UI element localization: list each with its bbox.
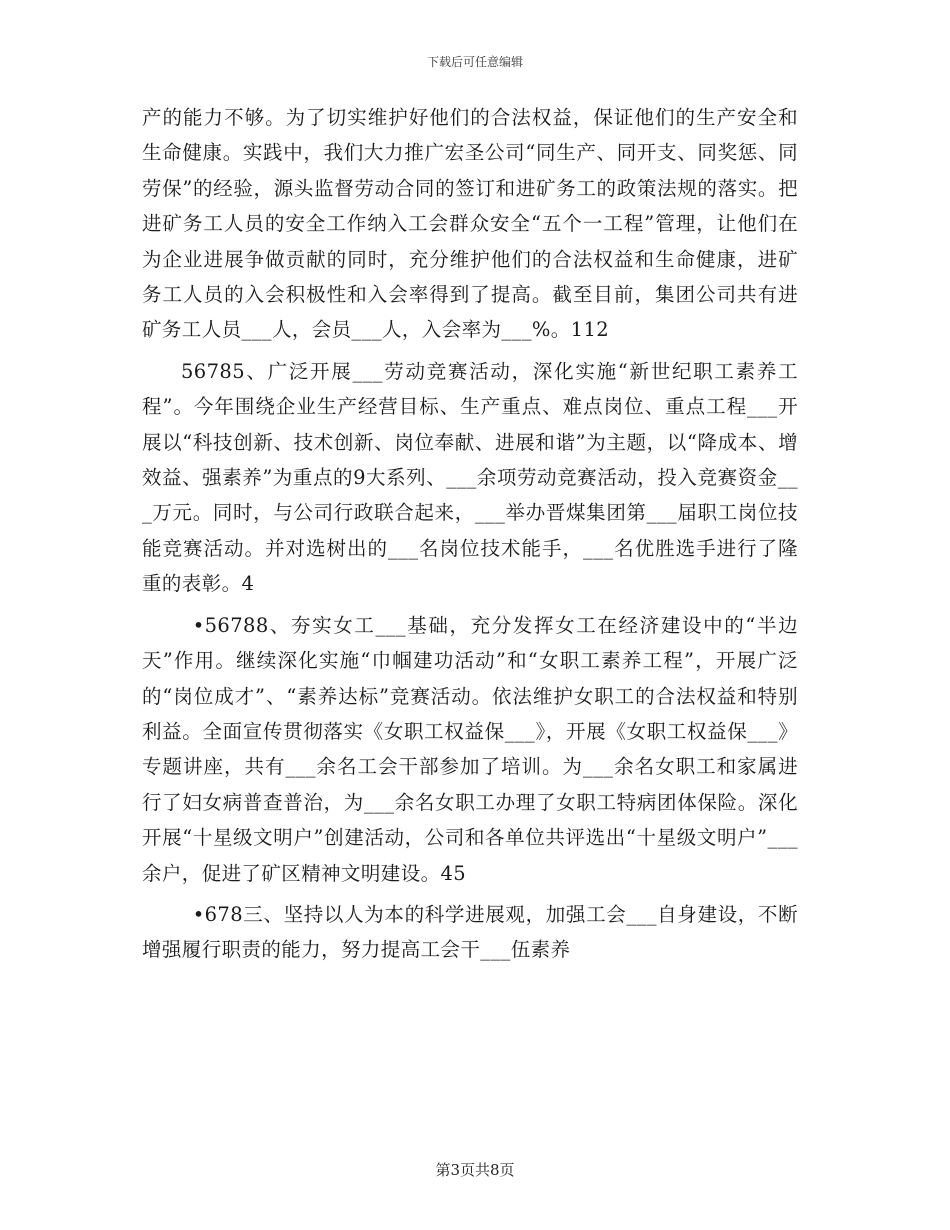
- paragraph-3: •56788、夯实女工___基础，充分发挥女工在经济建设中的“半边天”作用。继续深化实施“巾帼建功活动”和“女职工素养工程”，开展广泛的“岗位成才”、“素养达标”竞赛活动。依法维护女职工的合法权益和特别利益。全面宣传贯彻落实《女职工权益保___》，开展《女职工权益保___》专题讲座，共有___余名工会干部参加了培训。为___余名女职工和家属进行了妇女病普查普治，为___余名女职工办理了女职工特病团体保险。深化开展“十星级文明户”创建活动，公司和各单位共评选出“十星级文明户”___余户，促进了矿区精神文明建设。45: [142, 613, 798, 885]
- paragraph-2: 56785、广泛开展___劳动竞赛活动，深化实施“新世纪职工素养工程”。今年围绕企业生产经营目标、生产重点、难点岗位、重点工程___开展以“科技创新、技术创新、岗位奉献、进展和谐”为主题，以“降成本、增效益、强素养”为重点的9大系列、___余项劳动竞赛活动，投入竞赛资金___万元。同时，与公司行政联合起来，___举办晋煤集团第___届职工岗位技能竞赛活动。并对选树出的___名岗位技术能手，___名优胜选手进行了隆重的表彰。4: [142, 359, 798, 596]
- page-number: 第3页共8页: [435, 1161, 515, 1179]
- document-body: [142, 100, 798, 974]
- paragraph-1: 产的能力不够。为了切实维护好他们的合法权益，保证他们的生产安全和生命健康。实践中，我们大力推广宏圣公司“同生产、同开支、同奖惩、同劳保”的经验，源头监督劳动合同的签订和进矿务工的政策法规的落实。把进矿务工人员的安全工作纳入工会群众安全“五个一工程”管理，让他们在为企业进展争做贡献的同时，充分维护他们的合法权益和生命健康，进矿务工人员的入会积极性和入会率得到了提高。截至目前，集团公司共有进矿务工人员___人，会员___人，入会率为___%。112: [142, 106, 798, 342]
- page-header: 下载后可任意编辑: [426, 55, 523, 69]
- paragraph-4: •678三、坚持以人为本的科学进展观，加强工会___自身建设，不断增强履行职责的能力，努力提高工会干___伍素养: [142, 902, 798, 962]
